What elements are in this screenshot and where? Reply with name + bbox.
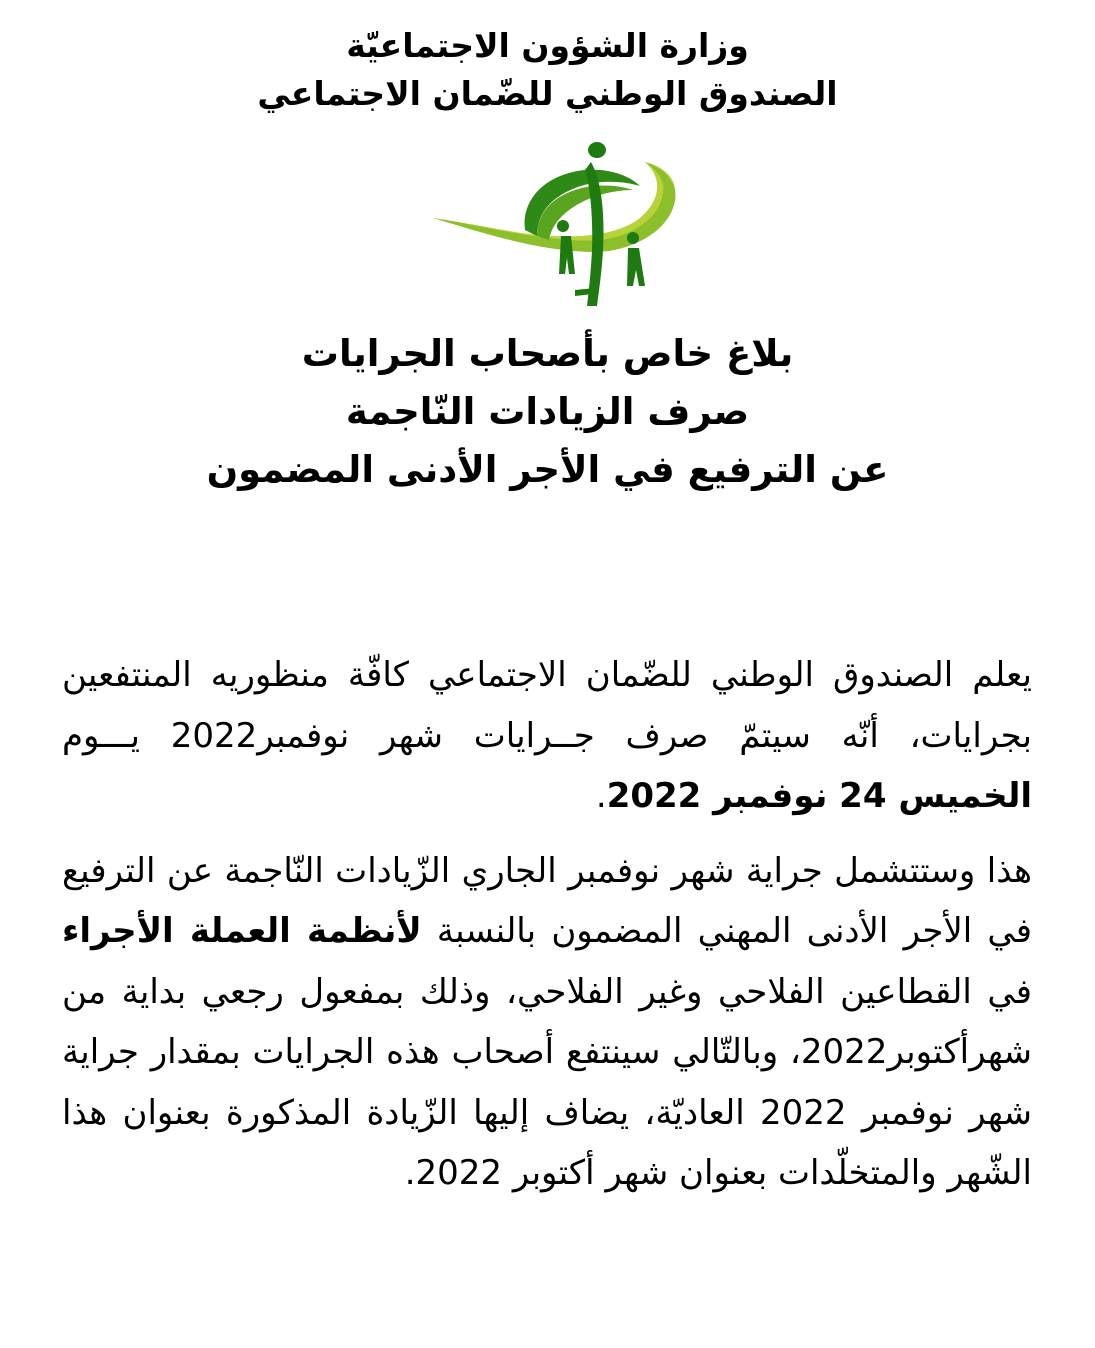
title-line-1: بلاغ خاص بأصحاب الجرايات	[301, 332, 794, 375]
paragraph-1-text: يعلم الصندوق الوطني للضّمان الاجتماعي كافّة منظوريه المنتفعين بجرايات، أنّه سيتمّ صرف جــرايات شهر نوفمبر2022 يـــوم	[62, 655, 1032, 756]
payment-date: الخميس 24 نوفمبر 2022	[606, 776, 1032, 816]
title-line-2: صرف الزيادات النّاجمة	[345, 390, 750, 433]
announcement-body	[62, 645, 1032, 1218]
paragraph-2-rest: في القطاعين الفلاحي وغير الفلاحي، وذلك بمفعول رجعي بداية من شهرأكتوبر2022، وبالتّالي سينتفع أصحاب هذه الجرايات بمقدار جراية شهر نوفمبر 2022 العاديّة، يضاف إليها الزّيادة المذكورة بعنوان هذا الشّهر والمتخلّدات بعنوان شهر أكتوبر 2022.	[62, 971, 1032, 1193]
ministry-name: وزارة الشؤون الاجتماعيّة	[346, 26, 749, 65]
announcement-title	[0, 325, 1095, 499]
paragraph-2-text: هذا وستتشمل جراية شهر نوفمبر الجاري الزّيادات النّاجمة عن الترفيع في الأجر الأدنى المهني المضمون بالنسبة	[62, 850, 1032, 951]
paragraph-increase-details	[62, 841, 1032, 1204]
paragraph-payment-date	[62, 645, 1032, 827]
beneficiary-category: لأنظمة العملة الأجراء	[62, 911, 422, 951]
header	[0, 22, 1095, 118]
fund-name: الصندوق الوطني للضّمان الاجتماعي	[257, 74, 838, 113]
paragraph-1-end: .	[595, 776, 607, 816]
cnss-logo-icon	[425, 140, 685, 310]
title-line-3: عن الترفيع في الأجر الأدنى المضمون	[206, 448, 889, 491]
